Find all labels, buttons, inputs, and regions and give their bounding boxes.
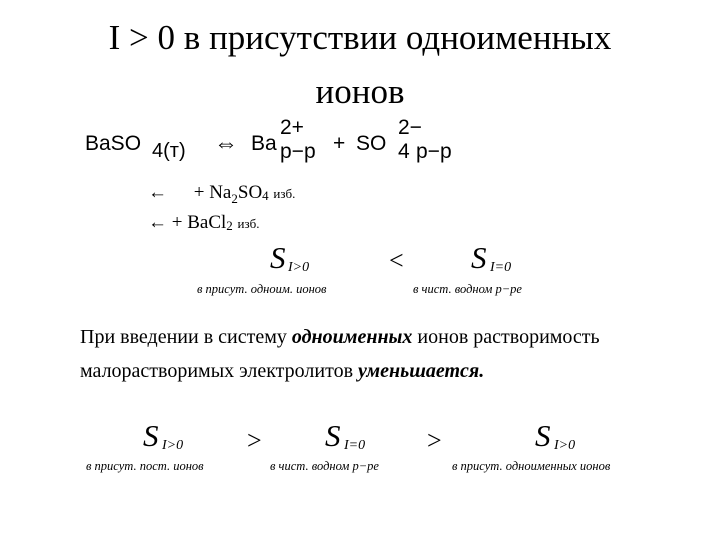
conclusion-paragraph — [80, 320, 680, 388]
cation-symbol: Ba — [251, 132, 277, 155]
solubility-index: I=0 — [490, 260, 512, 275]
solubility-index: I>0 — [554, 438, 576, 453]
solubility-index: I>0 — [162, 438, 184, 453]
cation-phase: p−p — [280, 140, 316, 163]
reactant-subscript: 4(т) — [152, 140, 186, 162]
paragraph-emphasis: одноименных — [291, 326, 413, 348]
addition-subscript: 2 — [226, 218, 233, 233]
solubility-index: I=0 — [344, 438, 366, 453]
addition-reagent: + BaCl — [171, 212, 227, 233]
addition-reagent: + Na — [193, 182, 232, 203]
anion-index: 4 — [398, 140, 410, 163]
left-arrow: ← — [148, 182, 167, 203]
solubility-caption: в присут. одноим. ионов — [197, 282, 327, 296]
cation-charge: 2+ — [280, 116, 304, 139]
solubility-caption: в чист. водном р−ре — [413, 282, 522, 296]
plus-sign: + — [333, 132, 346, 155]
equilibrium-arrow: ⇔ — [214, 130, 238, 157]
solubility-symbol: S — [143, 418, 159, 453]
solubility-symbol: S — [325, 418, 341, 453]
solubility-symbol: S — [535, 418, 551, 453]
solubility-caption: в присут. одноименных ионов — [452, 459, 611, 473]
solubility-symbol: S — [471, 240, 487, 275]
addition-line-1 — [148, 182, 295, 207]
page-title-line1: I > 0 в присутствии одноименных — [108, 18, 612, 57]
relation-greater-than: > — [247, 426, 262, 455]
addition-line-2 — [148, 212, 260, 234]
solubility-caption: в присут. пост. ионов — [86, 459, 204, 473]
paragraph-emphasis: уменьшается. — [358, 360, 485, 382]
relation-less-than: < — [389, 246, 404, 275]
solubility-caption: в чист. водном р−ре — [270, 459, 379, 473]
addition-subscript-2: 4 — [262, 188, 269, 203]
solubility-index: I>0 — [288, 260, 310, 275]
anion-phase: p−p — [416, 140, 452, 163]
paragraph-text: ионов растворимость малорастворимых электролитов — [80, 326, 600, 382]
addition-subscript: 2 — [231, 190, 238, 206]
page-title-line2: ионов — [315, 72, 405, 111]
left-arrow: ← — [148, 212, 167, 233]
paragraph-text: При введении в систему — [80, 326, 292, 348]
addition-note: изб. — [237, 216, 260, 231]
addition-note: изб. — [273, 186, 296, 201]
solubility-symbol: S — [270, 240, 286, 275]
anion-charge: 2− — [398, 116, 422, 139]
anion-symbol: SO — [356, 132, 387, 155]
relation-greater-than: > — [427, 426, 442, 455]
addition-reagent-part: SO — [237, 182, 263, 203]
reactant-formula: BaSO — [85, 132, 142, 155]
